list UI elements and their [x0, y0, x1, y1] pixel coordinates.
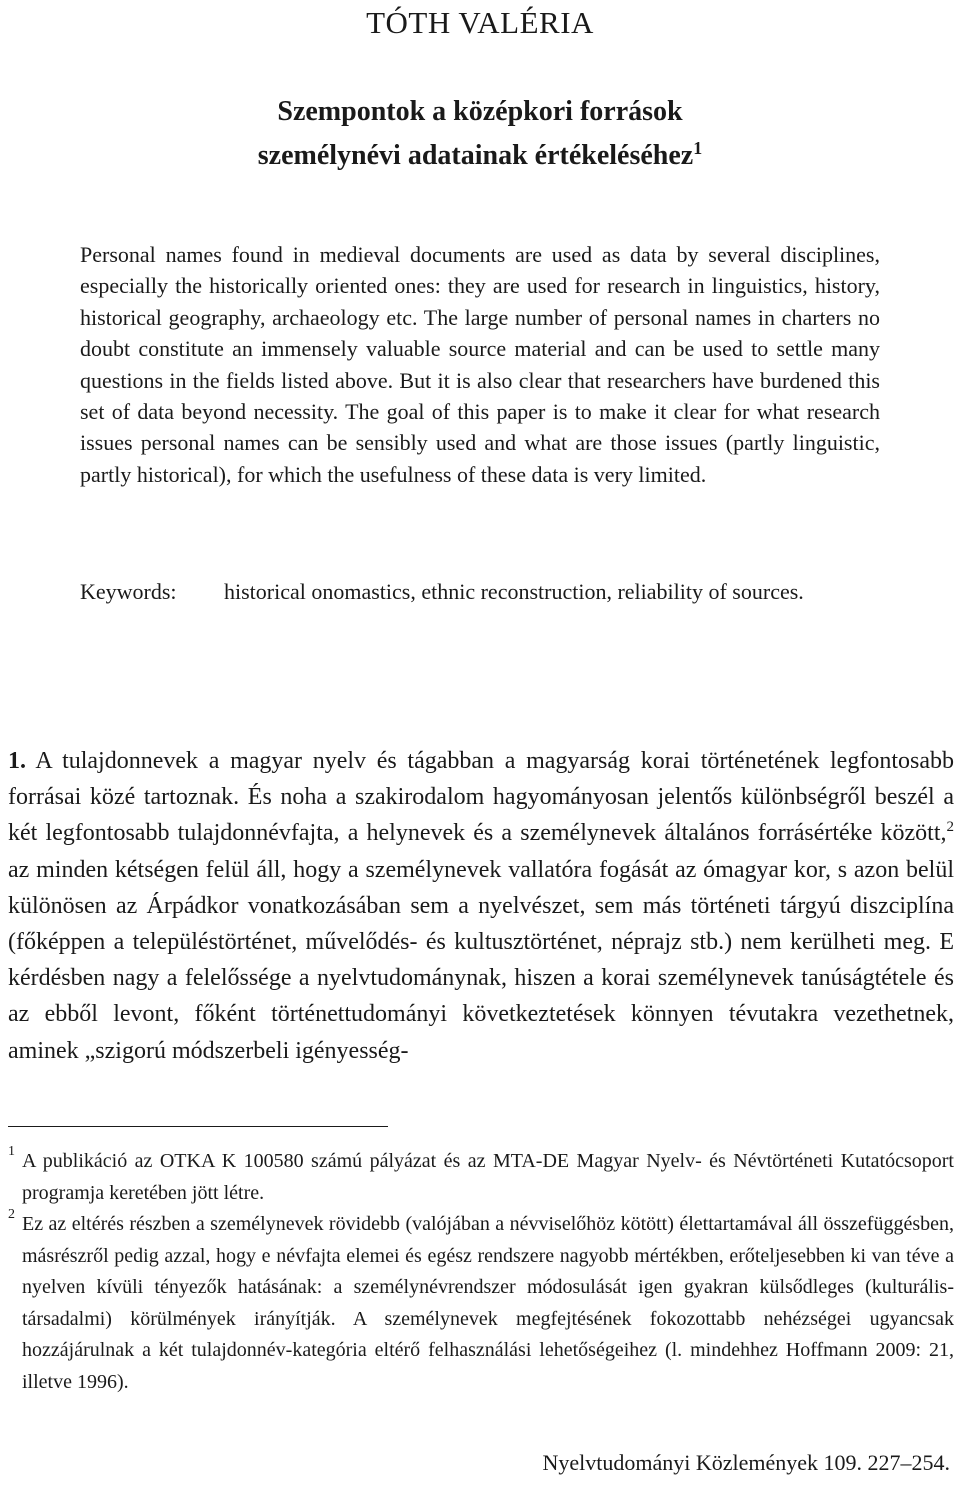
keywords: [80, 576, 880, 607]
author-name: TÓTH VALÉRIA: [366, 5, 594, 40]
abstract: [80, 239, 880, 490]
footnote-separator: [8, 1126, 388, 1127]
footnote-1-text: A publikáció az OTKA K 100580 számú pályázat és az MTA-DE Magyar Nyelv- és Névtörténeti Kutatócsoport programja keretében jött létre.: [22, 1150, 954, 1204]
section-1: [8, 743, 954, 1069]
keywords-label: Keywords:: [80, 579, 177, 604]
footnote-2: [8, 1209, 954, 1398]
title-line-2: [0, 134, 960, 178]
section-1-paragraph: [8, 743, 954, 1069]
title-line-2-text: személynévi adatainak értékeléséhez: [257, 140, 694, 171]
section-1-text-part2: az minden kétségen felül áll, hogy a személynevek vallatóra fogását az ómagyar kor, s azon belül különösen az Árpádkor vonatkozásában sem a nyelvészet, sem más történeti tárgyú diszciplína (főképpen a településtörténet, művelődés- és kultusztörténet, néprajz stb.) nem kerülheti meg. E kérdésben nagy a felelőssége a nyelvtudománynak, hiszen a korai személynevek tanúságtétele és az ebből levont, főként történettudományi következtetések könnyen tévutakra vezethetnek, aminek „szigorú módszerbeli igényesség-: [8, 856, 954, 1064]
footnotes: [8, 1146, 954, 1398]
title-footnote-ref: 1: [693, 138, 703, 158]
footnote-2-text: Ez az eltérés részben a személynevek rövidebb (valójában a névviselőhöz kötött) élettartamával áll összefüggésben, másrészről pedig azzal, hogy e névfajta elemei és egész rendszere nagyobb mértékben, erőteljesebben ki van téve a nyelven kívüli tényezők hatásának: a személynévrendszer módosulását igen gyakran külsődleges (kulturális-társadalmi) körülmények irányítják. A személynevek megfejtésének fokozottabb nehézségei ugyancsak hozzájárulnak a két tulajdonnév-kategória eltérő felhasználási lehetőségeihez (l. mindehhez Hoffmann 2009: 21, illetve 1996).: [22, 1213, 954, 1393]
footnote-1: [8, 1146, 954, 1209]
footnote-ref-2: 2: [946, 819, 954, 836]
keywords-text: historical onomastics, ethnic reconstruction, reliability of sources.: [224, 579, 804, 604]
journal-citation: Nyelvtudományi Közlemények 109. 227–254.: [542, 1450, 950, 1475]
section-1-text-part1: A tulajdonnevek a magyar nyelv és tágabban a magyarság korai történetének legfontosabb forrásai közé tartoznak. És noha a szakirodalom hagyományosan jelentős különbségről beszél a két legfontosabb tulajdonnévfajta, a helynevek és a személynevek általános forrásértéke között,: [8, 748, 954, 847]
title-line-1: Szempontok a középkori források: [277, 96, 683, 127]
paper-title: [0, 90, 960, 178]
section-number: 1.: [8, 748, 26, 774]
footnote-1-mark: 1: [8, 1144, 15, 1159]
abstract-text: Personal names found in medieval documents are used as data by several disciplines, especially the historically oriented ones: they are used for research in linguistics, history, historical geography, archaeology etc. The large number of personal names in charters no doubt constitute an immensely valuable source material and can be used to settle many questions in the fields listed above. But it is also clear that researchers have burdened this set of data beyond necessity. The goal of this paper is to make it clear for what research issues personal names can be sensibly used and what are those issues (partly linguistic, partly historical), for which the usefulness of these data is very limited.: [80, 242, 880, 487]
footnote-2-mark: 2: [8, 1207, 15, 1222]
